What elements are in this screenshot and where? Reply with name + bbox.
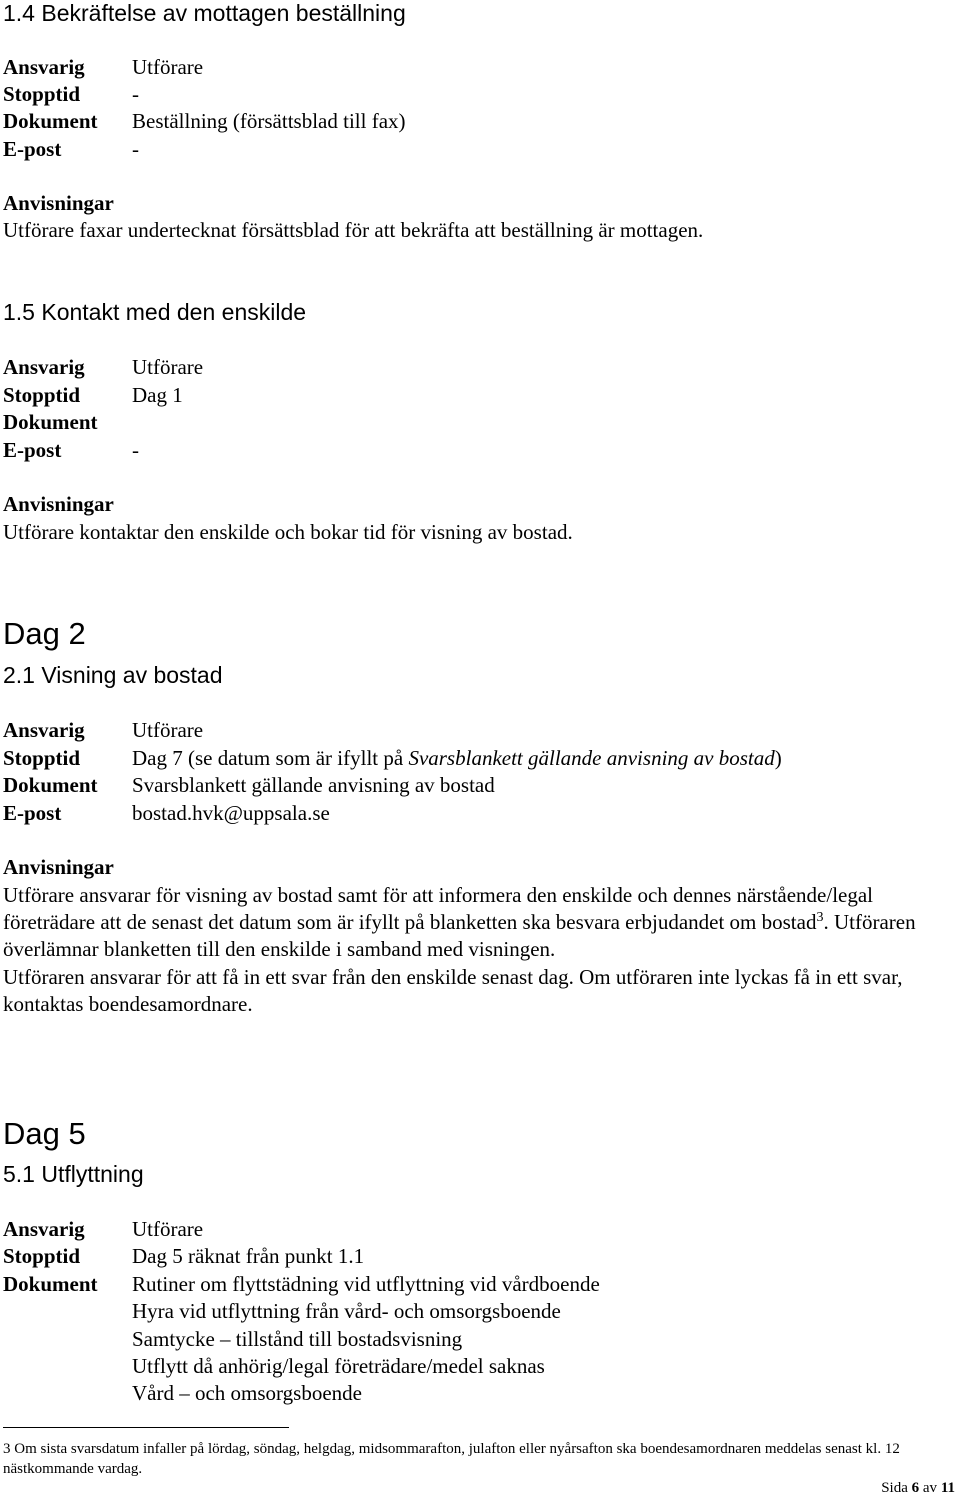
field-value: -	[132, 438, 139, 462]
page-number: Sida 6 av 11	[881, 1480, 955, 1496]
field-label: Ansvarig	[3, 718, 85, 742]
document-item: Utflytt då anhörig/legal företrädare/medel saknas	[132, 1354, 545, 1378]
footnote: 3 Om sista svarsdatum infaller på lördag, söndag, helgdag, midsommarafton, julafton eller nyårsafton ska boendesamordnaren meddelas senast kl. 12 nästkommande vardag.	[3, 1441, 900, 1477]
field-label: Dokument	[3, 773, 98, 797]
footnote-separator	[3, 1427, 289, 1428]
field-label: Dokument	[3, 1272, 98, 1296]
email-address: bostad.hvk@uppsala.se	[132, 801, 330, 825]
field-value: -	[132, 137, 139, 161]
field-value: Dag 5 räknat från punkt 1.1	[132, 1244, 365, 1268]
field-value: Utförare	[132, 1217, 204, 1241]
anvisningar-text: Utförare faxar undertecknat försättsblad för att bekräfta att beställning är mottagen.	[3, 218, 704, 242]
section-heading-2-1: 2.1 Visning av bostad	[3, 662, 223, 688]
anvisningar-heading: Anvisningar	[3, 191, 114, 215]
field-label: Stopptid	[3, 82, 81, 106]
field-value: Beställning (försättsblad till fax)	[132, 109, 406, 133]
anvisningar-paragraph-2: Utföraren ansvarar för att få in ett svar från den enskilde senast dag. Om utföraren inte lyckas få in ett svar, kontaktas boendesamordnare.	[3, 964, 903, 1016]
section-heading-1-4: 1.4 Bekräftelse av mottagen beställning	[3, 0, 406, 26]
field-label: E-post	[3, 438, 62, 462]
field-label: Stopptid	[3, 1244, 81, 1268]
field-value: Utförare	[132, 355, 204, 379]
stopptid-close: )	[774, 746, 782, 770]
field-label: E-post	[3, 801, 62, 825]
field-label: Ansvarig	[3, 1217, 85, 1241]
field-value	[132, 745, 782, 772]
document-item: Vård – och omsorgsboende	[132, 1381, 362, 1405]
field-label: Ansvarig	[3, 355, 85, 379]
field-value: Utförare	[132, 718, 204, 742]
field-label: Stopptid	[3, 746, 81, 770]
day-heading-5: Dag 5	[3, 1116, 86, 1151]
document-item: Rutiner om flyttstädning vid utflyttning vid vårdboende	[132, 1272, 600, 1296]
day-heading-2: Dag 2	[3, 616, 86, 651]
section-heading-5-1: 5.1 Utflyttning	[3, 1161, 144, 1187]
field-value: Utförare	[132, 55, 204, 79]
section-heading-1-5: 1.5 Kontakt med den enskilde	[3, 299, 307, 325]
field-value: Svarsblankett gällande anvisning av bostad	[132, 773, 495, 797]
anvisningar-text	[3, 882, 953, 1018]
anvisningar-paragraph-1: Utförare ansvarar för visning av bostad samt för att informera den enskilde och dennes närstående/legal företrädare att de senast det datum som är ifyllt på blanketten ska besvara erbjudandet om bostad$^3$. Utföraren överlämnar blanketten till den enskilde i samband med visningen.	[3, 883, 916, 962]
anvisningar-heading: Anvisningar	[3, 492, 114, 516]
field-label: Ansvarig	[3, 55, 85, 79]
field-label: Dokument	[3, 410, 98, 434]
footnote-ref: 3	[816, 910, 824, 926]
anvisningar-heading: Anvisningar	[3, 855, 114, 879]
document-item: Samtycke – tillstånd till bostadsvisning	[132, 1327, 463, 1351]
stopptid-text: Dag 7 (se datum som är ifyllt på	[132, 746, 409, 770]
document-item: Hyra vid utflyttning från vård- och omsorgsboende	[132, 1299, 561, 1323]
field-label: Stopptid	[3, 383, 81, 407]
page-current: 6	[911, 1480, 920, 1496]
stopptid-doc-title: Svarsblankett gällande anvisning av bostad	[408, 746, 775, 770]
field-label: E-post	[3, 137, 62, 161]
field-value: -	[132, 82, 139, 106]
field-label: Dokument	[3, 109, 98, 133]
field-value: Dag 1	[132, 383, 183, 407]
page-total: 11	[940, 1480, 955, 1496]
anvisningar-text: Utförare kontaktar den enskilde och bokar tid för visning av bostad.	[3, 520, 573, 544]
